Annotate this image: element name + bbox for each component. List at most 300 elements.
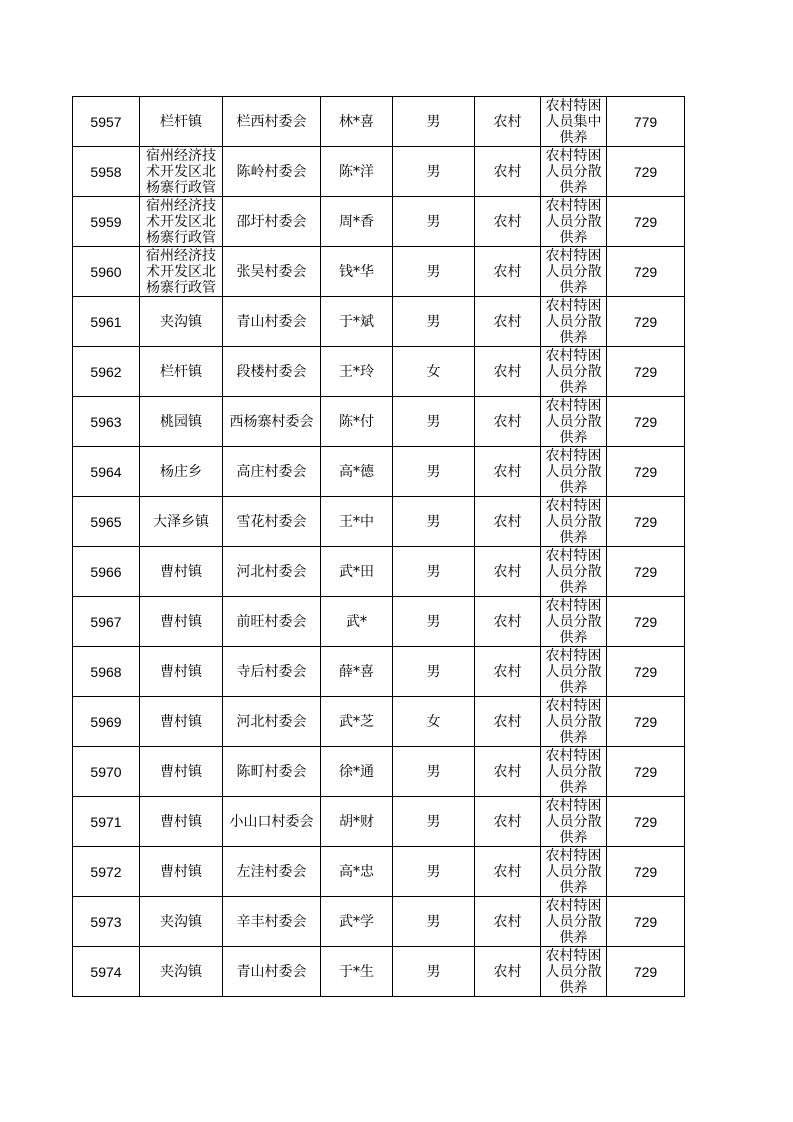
cell-support-type-text: 农村特困人员分散供养 [545, 148, 602, 196]
cell-person-name [321, 247, 393, 297]
cell-serial-number-text: 5968 [90, 663, 122, 680]
cell-amount-text: 729 [633, 463, 658, 480]
cell-town [140, 497, 223, 547]
cell-gender-text: 男 [426, 813, 441, 830]
table-row [73, 897, 685, 947]
cell-village-committee [223, 447, 321, 497]
cell-serial-number [73, 347, 140, 397]
cell-amount [607, 297, 685, 347]
cell-gender-text: 男 [426, 663, 441, 680]
cell-support-type [541, 147, 607, 197]
cell-support-type [541, 797, 607, 847]
cell-serial-number [73, 147, 140, 197]
cell-area-type-text: 农村 [493, 413, 522, 430]
cell-person-name [321, 497, 393, 547]
cell-gender-text: 男 [426, 513, 441, 530]
cell-support-type-text: 农村特困人员分散供养 [545, 548, 602, 596]
cell-support-type-text: 农村特困人员分散供养 [545, 848, 602, 896]
cell-person-name [321, 397, 393, 447]
cell-village-committee [223, 797, 321, 847]
cell-person-name-text: 陈*洋 [339, 163, 374, 180]
cell-support-type-text: 农村特困人员分散供养 [545, 798, 602, 846]
cell-area-type [475, 447, 541, 497]
cell-amount [607, 847, 685, 897]
cell-amount [607, 797, 685, 847]
cell-village-committee-text: 寺后村委会 [236, 663, 307, 680]
cell-support-type-text: 农村特困人员分散供养 [545, 598, 602, 646]
cell-person-name [321, 847, 393, 897]
cell-gender-text: 男 [426, 213, 441, 230]
cell-gender-text: 男 [426, 313, 441, 330]
cell-area-type-text: 农村 [493, 913, 522, 930]
cell-area-type-text: 农村 [493, 113, 522, 130]
cell-area-type-text: 农村 [493, 963, 522, 980]
table-row [73, 647, 685, 697]
cell-serial-number [73, 497, 140, 547]
cell-person-name [321, 197, 393, 247]
cell-town-text: 宿州经济技术开发区北杨寨行政管 [146, 148, 216, 196]
cell-support-type-text: 农村特困人员分散供养 [545, 348, 602, 396]
cell-area-type-text: 农村 [493, 463, 522, 480]
cell-village-committee [223, 597, 321, 647]
cell-village-committee-text: 辛丰村委会 [236, 913, 307, 930]
cell-town [140, 797, 223, 847]
cell-support-type-text: 农村特困人员集中供养 [545, 98, 602, 146]
cell-person-name [321, 147, 393, 197]
cell-support-type [541, 247, 607, 297]
cell-area-type-text: 农村 [493, 163, 522, 180]
cell-town [140, 147, 223, 197]
cell-area-type [475, 547, 541, 597]
cell-serial-number [73, 247, 140, 297]
cell-village-committee [223, 947, 321, 997]
cell-amount-text: 729 [633, 913, 658, 930]
cell-gender [393, 97, 475, 147]
cell-serial-number-text: 5961 [90, 313, 122, 330]
cell-town-text: 夹沟镇 [160, 913, 202, 930]
cell-town-text: 夹沟镇 [160, 963, 202, 980]
cell-serial-number-text: 5966 [90, 563, 122, 580]
cell-area-type-text: 农村 [493, 363, 522, 380]
cell-village-committee [223, 547, 321, 597]
cell-village-committee-text: 西杨寨村委会 [229, 413, 314, 430]
cell-town [140, 697, 223, 747]
cell-amount-text: 729 [633, 263, 658, 280]
cell-amount [607, 197, 685, 247]
table-row [73, 297, 685, 347]
cell-support-type [541, 547, 607, 597]
cell-amount [607, 447, 685, 497]
table-row [73, 347, 685, 397]
cell-village-committee [223, 847, 321, 897]
cell-amount-text: 729 [633, 563, 658, 580]
cell-gender [393, 647, 475, 697]
cell-village-committee [223, 647, 321, 697]
cell-support-type [541, 697, 607, 747]
cell-serial-number-text: 5969 [90, 713, 122, 730]
cell-amount [607, 97, 685, 147]
cell-support-type-text: 农村特困人员分散供养 [545, 648, 602, 696]
cell-serial-number-text: 5972 [90, 863, 122, 880]
cell-support-type-text: 农村特困人员分散供养 [545, 198, 602, 246]
cell-support-type [541, 497, 607, 547]
cell-person-name-text: 陈*付 [339, 413, 374, 430]
cell-person-name [321, 447, 393, 497]
cell-area-type [475, 97, 541, 147]
table-row [73, 947, 685, 997]
cell-person-name [321, 97, 393, 147]
cell-village-committee [223, 497, 321, 547]
cell-town [140, 297, 223, 347]
table-row [73, 547, 685, 597]
cell-gender [393, 147, 475, 197]
cell-amount [607, 147, 685, 197]
cell-serial-number [73, 447, 140, 497]
cell-town-text: 宿州经济技术开发区北杨寨行政管 [146, 248, 216, 296]
table-row [73, 447, 685, 497]
cell-person-name-text: 高*德 [339, 463, 374, 480]
cell-amount [607, 597, 685, 647]
cell-area-type [475, 497, 541, 547]
cell-gender [393, 597, 475, 647]
cell-person-name-text: 王*玲 [339, 363, 374, 380]
table-row [73, 97, 685, 147]
cell-area-type [475, 597, 541, 647]
cell-town [140, 347, 223, 397]
cell-support-type [541, 347, 607, 397]
cell-person-name-text: 胡*财 [339, 813, 374, 830]
cell-amount-text: 729 [633, 363, 658, 380]
cell-gender [393, 547, 475, 597]
cell-town [140, 747, 223, 797]
cell-village-committee-text: 陈岭村委会 [236, 163, 307, 180]
cell-serial-number-text: 5962 [90, 363, 122, 380]
cell-gender-text: 男 [426, 613, 441, 630]
cell-area-type [475, 197, 541, 247]
cell-person-name-text: 于*生 [339, 963, 374, 980]
cell-support-type [541, 747, 607, 797]
cell-town-text: 曹村镇 [160, 763, 202, 780]
cell-person-name-text: 林*喜 [339, 113, 374, 130]
cell-town [140, 847, 223, 897]
cell-amount-text: 729 [633, 813, 658, 830]
cell-area-type-text: 农村 [493, 613, 522, 630]
cell-area-type [475, 147, 541, 197]
cell-area-type [475, 747, 541, 797]
table-row [73, 697, 685, 747]
cell-gender [393, 897, 475, 947]
cell-support-type-text: 农村特困人员分散供养 [545, 498, 602, 546]
cell-gender-text: 男 [426, 763, 441, 780]
cell-gender [393, 347, 475, 397]
cell-gender [393, 697, 475, 747]
cell-serial-number-text: 5970 [90, 763, 122, 780]
cell-amount-text: 729 [633, 663, 658, 680]
cell-amount-text: 729 [633, 613, 658, 630]
cell-area-type [475, 847, 541, 897]
table-row [73, 747, 685, 797]
table-row [73, 497, 685, 547]
cell-serial-number [73, 697, 140, 747]
cell-amount [607, 697, 685, 747]
cell-town [140, 547, 223, 597]
cell-gender [393, 497, 475, 547]
cell-support-type [541, 897, 607, 947]
cell-village-committee-text: 青山村委会 [236, 963, 307, 980]
cell-town [140, 97, 223, 147]
cell-gender-text: 男 [426, 863, 441, 880]
cell-person-name [321, 297, 393, 347]
cell-support-type [541, 647, 607, 697]
cell-serial-number [73, 547, 140, 597]
cell-gender [393, 197, 475, 247]
cell-serial-number-text: 5971 [90, 813, 122, 830]
cell-amount [607, 247, 685, 297]
cell-amount-text: 729 [633, 163, 658, 180]
cell-village-committee-text: 小山口村委会 [229, 813, 314, 830]
cell-gender-text: 女 [426, 713, 441, 730]
cell-person-name [321, 697, 393, 747]
cell-town [140, 247, 223, 297]
cell-serial-number-text: 5974 [90, 963, 122, 980]
cell-support-type-text: 农村特困人员分散供养 [545, 948, 602, 996]
cell-amount [607, 897, 685, 947]
cell-village-committee-text: 雪花村委会 [236, 513, 307, 530]
cell-town-text: 栏杆镇 [160, 363, 202, 380]
cell-town-text: 栏杆镇 [160, 113, 202, 130]
cell-serial-number [73, 97, 140, 147]
cell-village-committee-text: 张吴村委会 [236, 263, 307, 280]
cell-amount [607, 747, 685, 797]
cell-village-committee-text: 河北村委会 [236, 713, 307, 730]
cell-village-committee [223, 97, 321, 147]
cell-gender [393, 447, 475, 497]
cell-village-committee [223, 247, 321, 297]
table-row [73, 197, 685, 247]
cell-town-text: 曹村镇 [160, 863, 202, 880]
cell-town-text: 曹村镇 [160, 613, 202, 630]
cell-serial-number [73, 297, 140, 347]
cell-town-text: 曹村镇 [160, 563, 202, 580]
cell-area-type-text: 农村 [493, 313, 522, 330]
cell-gender-text: 男 [426, 913, 441, 930]
cell-person-name-text: 周*香 [339, 213, 374, 230]
table-row [73, 397, 685, 447]
cell-area-type [475, 797, 541, 847]
cell-support-type [541, 397, 607, 447]
cell-gender-text: 男 [426, 963, 441, 980]
cell-serial-number-text: 5960 [90, 263, 122, 280]
cell-serial-number [73, 397, 140, 447]
cell-support-type [541, 847, 607, 897]
cell-serial-number-text: 5957 [90, 113, 122, 130]
cell-person-name [321, 797, 393, 847]
cell-area-type [475, 647, 541, 697]
cell-gender [393, 847, 475, 897]
cell-village-committee [223, 397, 321, 447]
cell-person-name [321, 597, 393, 647]
cell-area-type-text: 农村 [493, 663, 522, 680]
cell-village-committee [223, 697, 321, 747]
cell-gender-text: 男 [426, 413, 441, 430]
cell-gender [393, 397, 475, 447]
cell-village-committee-text: 左洼村委会 [236, 863, 307, 880]
cell-town-text: 曹村镇 [160, 663, 202, 680]
cell-area-type [475, 897, 541, 947]
cell-village-committee-text: 河北村委会 [236, 563, 307, 580]
cell-support-type-text: 农村特困人员分散供养 [545, 398, 602, 446]
cell-village-committee [223, 197, 321, 247]
cell-gender [393, 747, 475, 797]
cell-area-type-text: 农村 [493, 713, 522, 730]
cell-serial-number-text: 5973 [90, 913, 122, 930]
cell-amount [607, 397, 685, 447]
cell-amount [607, 647, 685, 697]
cell-person-name [321, 647, 393, 697]
cell-support-type-text: 农村特困人员分散供养 [545, 248, 602, 296]
cell-gender-text: 男 [426, 163, 441, 180]
cell-amount [607, 547, 685, 597]
cell-person-name-text: 王*中 [339, 513, 374, 530]
cell-area-type [475, 397, 541, 447]
cell-serial-number [73, 847, 140, 897]
cell-serial-number-text: 5958 [90, 163, 122, 180]
cell-amount-text: 779 [633, 113, 658, 130]
cell-amount-text: 729 [633, 413, 658, 430]
cell-serial-number [73, 597, 140, 647]
cell-gender-text: 男 [426, 113, 441, 130]
cell-gender-text: 男 [426, 263, 441, 280]
cell-support-type-text: 农村特困人员分散供养 [545, 698, 602, 746]
cell-village-committee [223, 347, 321, 397]
cell-gender [393, 297, 475, 347]
cell-person-name-text: 武*田 [339, 563, 374, 580]
cell-village-committee-text: 前旺村委会 [236, 613, 307, 630]
cell-town [140, 197, 223, 247]
table-row [73, 597, 685, 647]
cell-support-type [541, 97, 607, 147]
cell-town-text: 桃园镇 [160, 413, 202, 430]
cell-area-type-text: 农村 [493, 563, 522, 580]
cell-area-type [475, 247, 541, 297]
cell-person-name [321, 547, 393, 597]
cell-village-committee-text: 陈町村委会 [236, 763, 307, 780]
cell-support-type-text: 农村特困人员分散供养 [545, 898, 602, 946]
cell-town-text: 曹村镇 [160, 713, 202, 730]
cell-serial-number-text: 5964 [90, 463, 122, 480]
cell-area-type-text: 农村 [493, 863, 522, 880]
cell-amount [607, 947, 685, 997]
cell-village-committee [223, 747, 321, 797]
cell-gender-text: 男 [426, 563, 441, 580]
cell-town [140, 397, 223, 447]
cell-area-type [475, 697, 541, 747]
cell-support-type-text: 农村特困人员分散供养 [545, 298, 602, 346]
cell-village-committee-text: 高庄村委会 [236, 463, 307, 480]
cell-person-name-text: 徐*通 [339, 763, 374, 780]
cell-serial-number-text: 5967 [90, 613, 122, 630]
table-body [73, 97, 685, 997]
table-row [73, 147, 685, 197]
table-row [73, 797, 685, 847]
cell-serial-number [73, 947, 140, 997]
cell-amount [607, 347, 685, 397]
cell-town-text: 曹村镇 [160, 813, 202, 830]
cell-area-type-text: 农村 [493, 763, 522, 780]
table-row [73, 847, 685, 897]
cell-town [140, 597, 223, 647]
cell-amount-text: 729 [633, 863, 658, 880]
cell-support-type-text: 农村特困人员分散供养 [545, 748, 602, 796]
cell-town-text: 杨庄乡 [160, 463, 202, 480]
cell-town-text: 宿州经济技术开发区北杨寨行政管 [146, 198, 216, 246]
cell-person-name [321, 897, 393, 947]
cell-village-committee-text: 青山村委会 [236, 313, 307, 330]
beneficiary-table [72, 96, 685, 997]
cell-person-name-text: 武*芝 [339, 713, 374, 730]
cell-support-type [541, 597, 607, 647]
cell-gender [393, 947, 475, 997]
cell-person-name [321, 947, 393, 997]
cell-town-text: 大泽乡镇 [153, 513, 209, 530]
cell-village-committee [223, 147, 321, 197]
cell-town [140, 947, 223, 997]
cell-village-committee [223, 897, 321, 947]
cell-gender [393, 797, 475, 847]
cell-village-committee [223, 297, 321, 347]
cell-area-type-text: 农村 [493, 263, 522, 280]
cell-person-name-text: 武*学 [339, 913, 374, 930]
cell-amount-text: 729 [633, 513, 658, 530]
cell-support-type [541, 447, 607, 497]
cell-gender [393, 247, 475, 297]
cell-person-name-text: 高*忠 [339, 863, 374, 880]
cell-person-name [321, 347, 393, 397]
cell-amount [607, 497, 685, 547]
cell-amount-text: 729 [633, 963, 658, 980]
cell-amount-text: 729 [633, 763, 658, 780]
cell-area-type-text: 农村 [493, 213, 522, 230]
cell-serial-number [73, 897, 140, 947]
cell-gender-text: 男 [426, 463, 441, 480]
cell-area-type-text: 农村 [493, 813, 522, 830]
cell-town [140, 647, 223, 697]
cell-support-type [541, 297, 607, 347]
cell-amount-text: 729 [633, 713, 658, 730]
cell-town-text: 夹沟镇 [160, 313, 202, 330]
cell-area-type [475, 947, 541, 997]
cell-area-type-text: 农村 [493, 513, 522, 530]
cell-serial-number-text: 5959 [90, 213, 122, 230]
cell-village-committee-text: 栏西村委会 [236, 113, 307, 130]
cell-person-name [321, 747, 393, 797]
cell-support-type [541, 197, 607, 247]
cell-amount-text: 729 [633, 313, 658, 330]
cell-serial-number [73, 797, 140, 847]
cell-support-type-text: 农村特困人员分散供养 [545, 448, 602, 496]
cell-serial-number-text: 5965 [90, 513, 122, 530]
cell-village-committee-text: 段楼村委会 [236, 363, 307, 380]
cell-town [140, 897, 223, 947]
cell-serial-number [73, 747, 140, 797]
cell-person-name-text: 钱*华 [339, 263, 374, 280]
cell-serial-number [73, 647, 140, 697]
cell-support-type [541, 947, 607, 997]
cell-town [140, 447, 223, 497]
cell-area-type [475, 347, 541, 397]
cell-area-type [475, 297, 541, 347]
cell-village-committee-text: 邵圩村委会 [236, 213, 307, 230]
